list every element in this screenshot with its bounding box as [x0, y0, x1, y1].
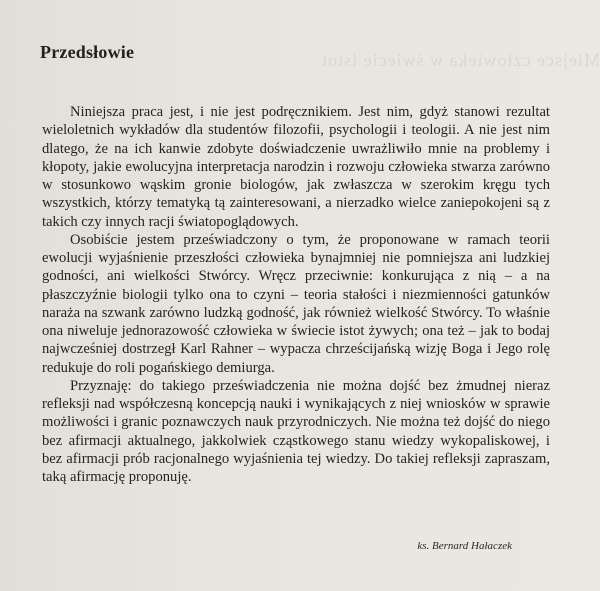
bleed-through-text: Miejsce człowieka w świecie istot [321, 50, 600, 70]
body-text [42, 103, 550, 486]
author-signature: ks. Bernard Hałaczek [417, 540, 512, 552]
paragraph-2: Osobiście jestem przeświadczony o tym, że proponowane w ramach teorii ewolucji wyjaśnienie przeszłości człowieka bynajmniej nie pomniejsza ani ludzkiej godności, ani wielkości Stwórcy. Wręcz przeciwnie: konkurująca z nią – a na płaszczyźnie biologii tylko ona to czyni – teoria stałości i niezmienności gatunków naraża na szwank zarówno ludzką godność, jak również wielkość Stwórcy. To właśnie ona niweluje jednorazowość człowieka w świecie istot żywych; ona też – jak to bodaj najwcześniej dostrzegł Karl Rahner – wypacza chrześcijańską wizję Boga i Jego rolę redukuje do roli pogańskiego demiurga. [42, 231, 550, 376]
paragraph-1: Niniejsza praca jest, i nie jest podręcznikiem. Jest nim, gdyż stanowi rezultat wieloletnich wykładów dla studentów filozofii, psychologii i teologii. A nie jest nim dlatego, że na ich kanwie zdobyte doświadczenie uwrażliwiło mnie na problemy i kłopoty, jakie ewolucyjna interpretacja narodzin i rozwoju człowieka stwarza zarówno w stosunkowo wąskim gronie biologów, jak zwłaszcza w szerokim kręgu tych wszystkich, którzy tematyką tą zainteresowani, a nierzadko wielce zaniepokojeni są z takich czy innych racji światopoglądowych. [42, 104, 550, 230]
page-title: Przedsłowie [40, 42, 135, 62]
paragraph-3: Przyznaję: do takiego przeświadczenia nie można dojść bez żmudnej nieraz refleksji nad współczesną koncepcją nauki i wynikających z niej wniosków w sprawie możliwości i granic poznawczych nauk przyrodniczych. Nie można też dojść do niego bez afirmacji aktualnego, jakkolwiek cząstkowego stanu wiedzy wykopaliskowej, i bez afirmacji prób racjonalnego wyjaśnienia tej wiedzy. Do takiej refleksji zapraszam, taką afirmację proponuję. [42, 377, 550, 485]
